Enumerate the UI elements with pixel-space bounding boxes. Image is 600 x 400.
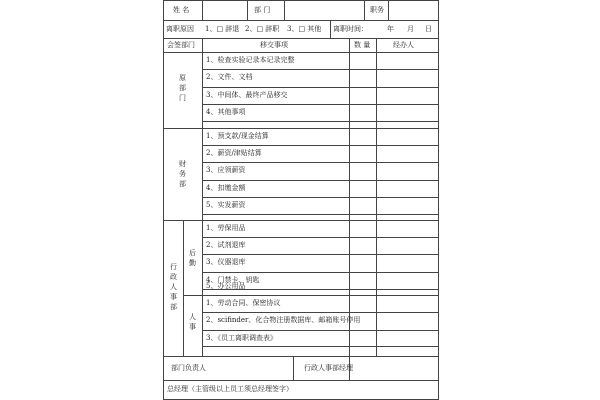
date-day: 日 <box>425 25 432 33</box>
rule <box>202 180 439 181</box>
dept-label: 部 门 <box>254 6 271 14</box>
rule <box>247 0 248 20</box>
col-handler-header: 经办人 <box>393 41 414 49</box>
rule <box>202 104 439 105</box>
rule <box>202 330 439 331</box>
dept-head-label: 部门负责人 <box>171 364 206 372</box>
resignation-handover-form <box>163 0 439 400</box>
gm-signature-label: 总经理（主管级以上员工须总经理签字） <box>167 385 293 393</box>
item-row: 4、门禁卡、钥匙 <box>206 276 260 284</box>
rule <box>330 20 331 38</box>
rule <box>388 0 389 20</box>
hr-manager-label: 行政人事部经理 <box>304 364 353 372</box>
rule <box>202 0 203 20</box>
rule <box>163 20 439 21</box>
item-row: 3、《员工离职调查表》 <box>206 334 277 342</box>
col-qty-header: 数 量 <box>354 41 371 49</box>
rule <box>163 128 439 129</box>
rule <box>183 220 184 356</box>
date-year: 年 <box>387 25 394 33</box>
col-items-header: 移交事项 <box>260 41 288 49</box>
rule <box>183 295 439 296</box>
item-row: 1、预支款/现金结算 <box>206 132 269 140</box>
position-label: 职务 <box>370 6 384 14</box>
rule <box>202 197 439 198</box>
item-row: 4、其他事项 <box>206 108 246 116</box>
name-label: 姓 名 <box>173 6 190 14</box>
rule <box>364 0 365 20</box>
rule <box>202 272 439 273</box>
reason-option-dismissed: 1、□ 辞退 <box>205 25 240 33</box>
rule <box>202 121 439 122</box>
rule <box>284 0 285 20</box>
rule <box>163 0 164 400</box>
col-dept-header: 会签部门 <box>167 41 195 49</box>
rule <box>202 145 439 146</box>
item-row: 5、实发薪资 <box>206 201 246 209</box>
rule <box>202 162 439 163</box>
section-original-dept-label: 原部门 <box>179 74 186 102</box>
section-finance-label: 财务部 <box>179 160 186 188</box>
item-row: 5、办公用品 <box>206 282 246 290</box>
subsection-logistics-label: 后勤 <box>189 249 196 267</box>
rule <box>202 214 439 215</box>
item-row: 4、扣缴金额 <box>206 184 246 192</box>
date-month: 月 <box>407 25 414 33</box>
rule <box>438 0 439 400</box>
section-admin-hr-label: 行政人事部 <box>170 263 177 311</box>
subsection-personnel-label: 人事 <box>189 313 196 331</box>
item-row: 1、劳保用品 <box>206 224 246 232</box>
item-row: 2、试剂退库 <box>206 241 246 249</box>
rule <box>202 346 439 347</box>
rule <box>349 38 350 356</box>
rule <box>163 38 439 39</box>
rule <box>163 52 439 53</box>
rule <box>163 0 439 1</box>
reason-option-resigned: 2、□ 辞职 <box>245 25 280 33</box>
rule <box>163 356 439 357</box>
leave-time-label: 离职时间： <box>333 25 368 33</box>
reason-label: 离职原因 <box>166 25 194 33</box>
rule <box>202 69 439 70</box>
item-row: 3、仪器退库 <box>206 258 246 266</box>
rule <box>376 38 377 356</box>
item-row: 2、文件、文档 <box>206 73 253 81</box>
rule <box>202 254 439 255</box>
rule <box>202 312 439 313</box>
rule <box>202 87 439 88</box>
item-row: 1、劳动合同、保密协议 <box>206 299 281 307</box>
item-row: 2、薪资/津贴结算 <box>206 149 262 157</box>
item-row: 3、应领薪资 <box>206 166 246 174</box>
rule <box>293 356 294 380</box>
item-row: 2、scifinder、化合物注册数据库、邮箱账号停用 <box>206 316 361 324</box>
rule <box>163 380 439 381</box>
reason-option-other: 3、□ 其他 <box>287 25 322 33</box>
item-row: 3、中间体、最终产品移交 <box>206 91 288 99</box>
rule <box>202 38 203 356</box>
rule <box>163 220 439 221</box>
rule <box>202 237 439 238</box>
item-row: 1、检查实验记录本记录完整 <box>206 56 295 64</box>
